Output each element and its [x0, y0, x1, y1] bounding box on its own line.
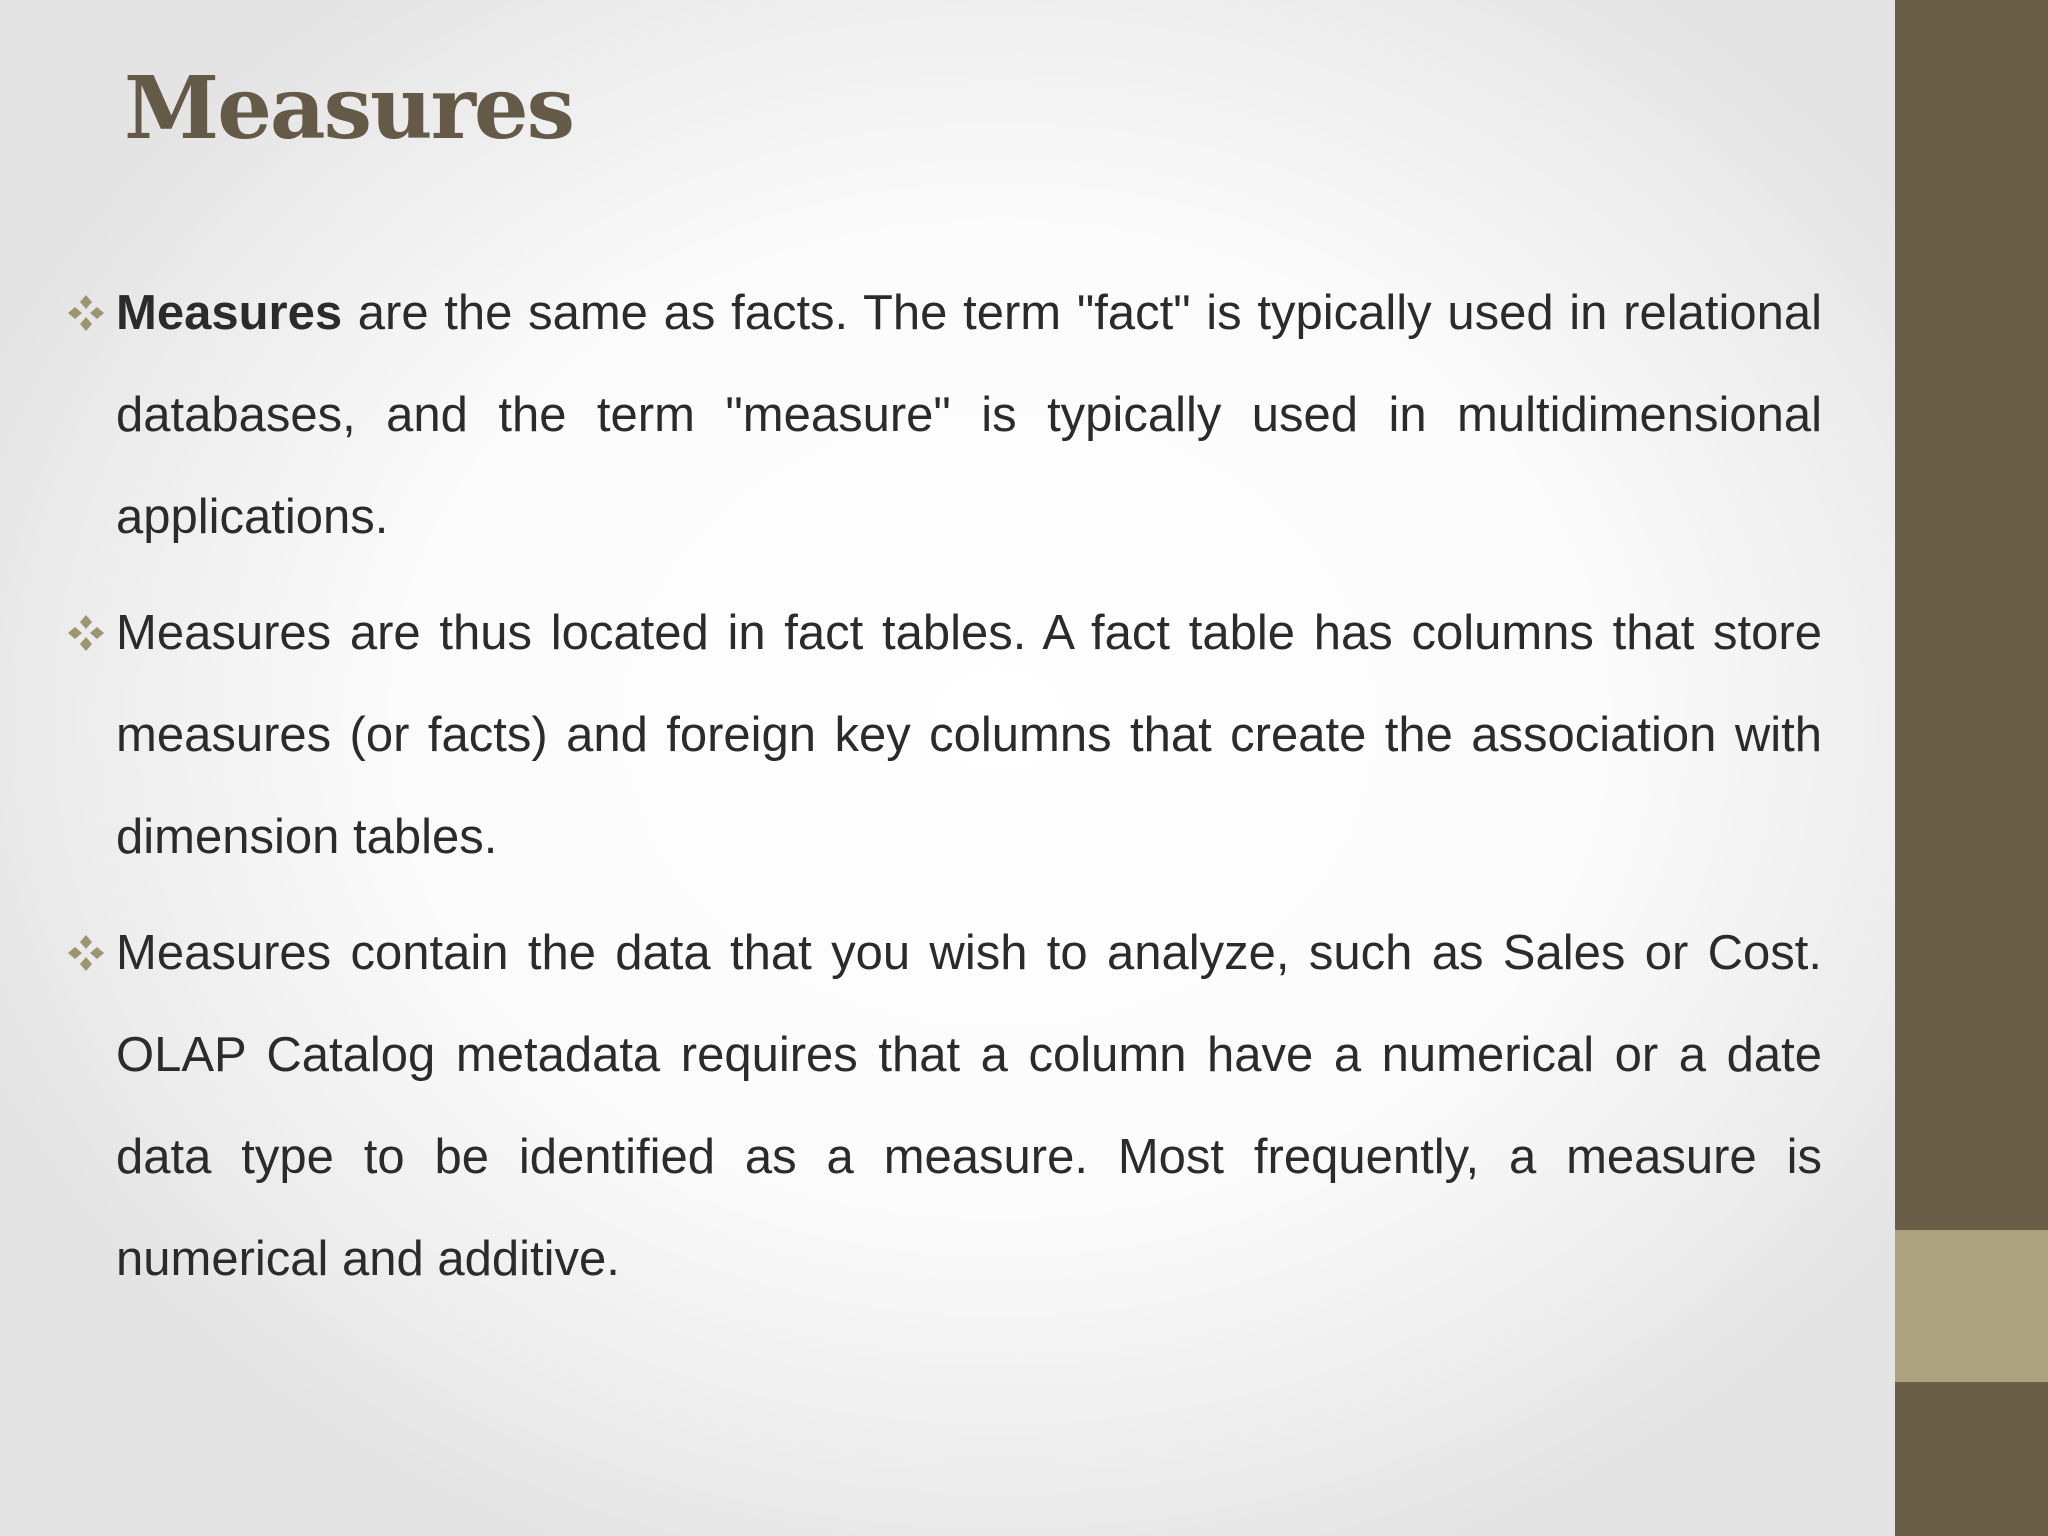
four-diamond-bullet-icon: [66, 262, 106, 364]
four-diamond-bullet-icon: [66, 902, 106, 1004]
bullet-text: Measures contain the data that you wish to analyze, such as Sales or Cost. OLAP Catalog metadata requires that a column have a numerical or a date data type to be identified as a measure. Most frequently, a measure is numerical and additive.: [116, 926, 1822, 1286]
bullet-item: [66, 582, 1822, 888]
bullet-list: [66, 262, 1822, 1324]
slide-title: Measures: [124, 58, 574, 159]
bullet-bold-lead: Measures: [116, 286, 343, 340]
bullet-text: Measures are thus located in fact tables. A fact table has columns that store measures (or facts) and foreign key columns that create the association with dimension tables.: [116, 606, 1822, 864]
bullet-item: [66, 262, 1822, 568]
decorative-sidebar-accent: [1895, 1230, 2048, 1382]
bullet-item: [66, 902, 1822, 1310]
bullet-text: are the same as facts. The term "fact" is typically used in relational databases, and the term "measure" is typically used in multidimensional applications.: [116, 286, 1822, 544]
four-diamond-bullet-icon: [66, 582, 106, 684]
